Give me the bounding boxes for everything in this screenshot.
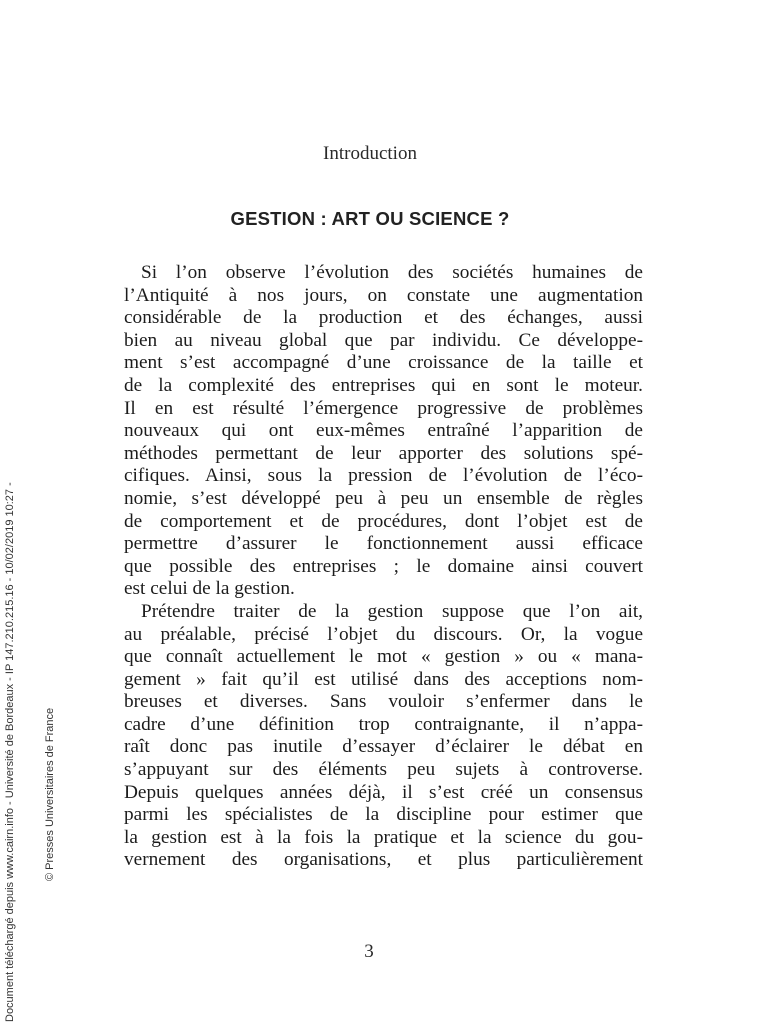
- text-line: l’Antiquité à nos jours, on constate une augmentation: [124, 284, 643, 306]
- chapter-label: Introduction: [323, 143, 417, 164]
- text-line: breuses et diverses. Sans vouloir s’enfermer dans le: [124, 691, 643, 713]
- text-line: méthodes permettant de leur apporter des solutions spé-: [124, 442, 643, 464]
- text-line: ment s’est accompagné d’une croissance de la taille et: [124, 352, 643, 374]
- text-line: au préalable, précisé l’objet du discours. Or, la vogue: [124, 623, 643, 645]
- text-line: cifiques. Ainsi, sous la pression de l’évolution de l’éco-: [124, 465, 643, 487]
- text-line: Si l’on observe l’évolution des sociétés humaines de: [141, 262, 643, 283]
- text-line: la gestion est à la fois la pratique et la science du gou-: [124, 826, 643, 848]
- text-line: vernement des organisations, et plus particulièrement: [124, 849, 643, 871]
- text-line: Prétendre traiter de la gestion suppose que l’on ait,: [141, 600, 643, 622]
- body-text: [124, 262, 643, 872]
- text-line: bien au niveau global que par individu. Ce développe-: [124, 329, 643, 351]
- page-number: 3: [364, 941, 374, 962]
- text-line: cadre d’une définition trop contraignante, il n’appa-: [124, 713, 643, 735]
- text-line: nomie, s’est développé peu à peu un ensemble de règles: [124, 487, 643, 509]
- text-line: que connaît actuellement le mot « gestion » ou « mana-: [124, 646, 643, 668]
- download-watermark: Document téléchargé depuis www.cairn.info - Université de Bordeaux - IP 147.210.215.16 - 10/02/2019 10:27 -: [4, 482, 16, 1022]
- text-line: de la complexité des entreprises qui en sont le moteur.: [124, 374, 643, 396]
- text-line: Depuis quelques années déjà, il s’est créé un consensus: [124, 781, 643, 803]
- text-line: est celui de la gestion.: [124, 578, 295, 600]
- text-line: s’appuyant sur des éléments peu sujets à controverse.: [124, 759, 643, 781]
- text-line: nouveaux qui ont eux-mêmes entraîné l’apparition de: [124, 420, 643, 442]
- text-line: considérable de la production et des échanges, aussi: [124, 307, 643, 329]
- text-line: raît donc pas inutile d’essayer d’éclairer le débat en: [124, 736, 643, 758]
- text-line: Il en est résulté l’émergence progressive de problèmes: [124, 397, 643, 419]
- text-line: permettre d’assurer le fonctionnement aussi efficace: [124, 533, 643, 555]
- text-line: de comportement et de procédures, dont l’objet est de: [124, 510, 643, 532]
- text-line: que possible des entreprises ; le domaine ainsi couvert: [124, 555, 643, 577]
- text-line: parmi les spécialistes de la discipline pour estimer que: [124, 804, 643, 826]
- text-line: gement » fait qu’il est utilisé dans des acceptions nom-: [124, 668, 643, 690]
- chapter-title: GESTION : ART OU SCIENCE ?: [230, 208, 510, 229]
- copyright-notice: © Presses Universitaires de France: [44, 707, 56, 881]
